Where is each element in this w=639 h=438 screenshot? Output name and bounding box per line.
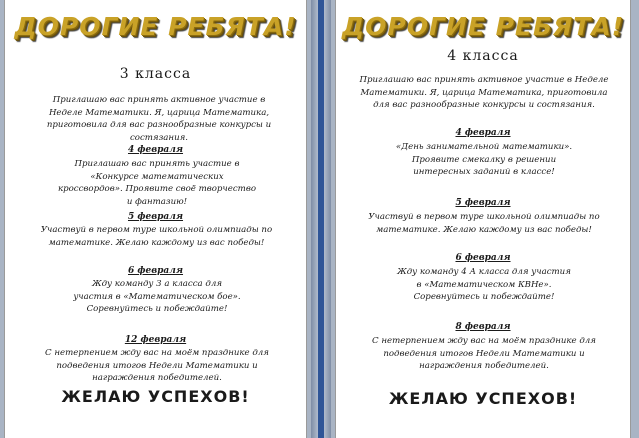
event-text: Жду команду 4 А класса для участия в «Математическом КВНе». Соревнуйтесь и побеждайте!	[397, 267, 571, 302]
event-text: Участвуй в первом туре школьной олимпиады по математике. Желаю каждому из вас победы!	[368, 212, 600, 235]
event-date: 5 февраля	[455, 198, 511, 208]
page-gap	[311, 0, 331, 438]
event-date: 4 февраля	[455, 128, 511, 138]
intro-text: Приглашаю вас принять активное участие в Неделе Математики. Я, царица Математика, приготовила для вас разнообразные конкурсы и состязания.	[46, 95, 272, 143]
event-date: 12 февраля	[124, 335, 187, 345]
closing-wish: ЖЕЛАЮ УСПЕХОВ!	[388, 389, 578, 408]
page-divider-bar	[318, 0, 324, 438]
event-date: 6 февраля	[455, 253, 511, 263]
event-date: 5 февраля	[127, 212, 184, 222]
event-date: 4 февраля	[127, 145, 184, 155]
event-date: 6 февраля	[127, 266, 184, 276]
event-text: Жду команду 3 а класса для участия в «Математическом бое». Соревнуйтесь и побеждайте!	[73, 279, 241, 314]
intro-text: Приглашаю вас принять активное участие в Неделе Математики. Я, царица Математика, приготовила для вас разнообразные конкурсы и состязания.	[359, 75, 609, 110]
headline: ДОРОГИЕ РЕБЯТА!	[14, 12, 297, 41]
closing-wish: ЖЕЛАЮ УСПЕХОВ!	[61, 387, 250, 406]
document-page-left	[4, 0, 307, 438]
event-text: Приглашаю вас принять участие в «Конкурсе математических кроссвордов». Проявите своё творчество и фантазию!	[57, 159, 257, 207]
event-text: С нетерпением жду вас на моём празднике для подведения итогов Недели Математики и награждения победителей.	[372, 336, 596, 371]
event-text: Участвуй в первом туре школьной олимпиады по математике. Желаю каждому из вас победы!	[40, 225, 273, 248]
event-text: С нетерпением жду вас на моём празднике для подведения итогов Недели Математики и награждения победителей.	[45, 348, 269, 383]
grade-title: 4 класса	[447, 48, 519, 64]
headline: ДОРОГИЕ РЕБЯТА!	[341, 12, 625, 41]
grade-title: 3 класса	[119, 66, 192, 82]
event-date: 8 февраля	[455, 322, 511, 332]
event-text: «День занимательной математики». Проявите смекалку в решении интересных заданий в классе!	[395, 142, 573, 177]
document-page-right	[335, 0, 631, 438]
